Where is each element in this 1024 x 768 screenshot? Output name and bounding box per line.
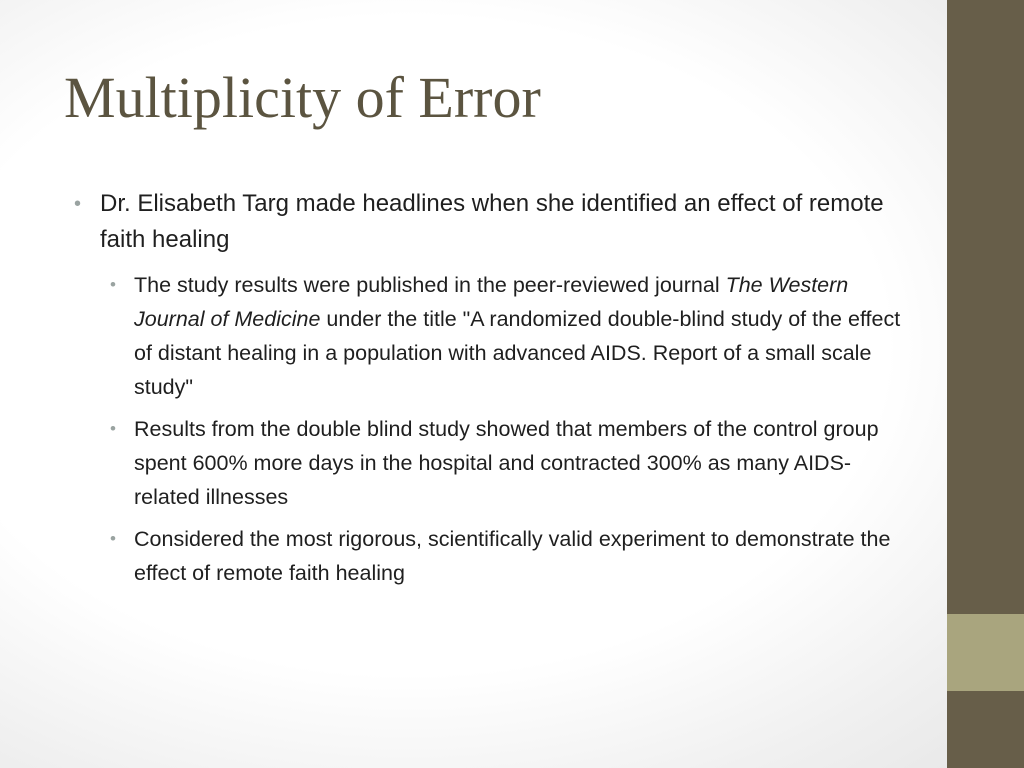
bullet-level2-rigor xyxy=(106,522,902,590)
bullet-text-after: under the title "A randomized double-blind study of the effect of distant healing in a population with advanced AIDS. Report of a small scale study" xyxy=(134,307,901,399)
bullet-dot-icon: • xyxy=(74,193,82,215)
bullet-text: Considered the most rigorous, scientifically valid experiment to demonstrate the effect of remote faith healing xyxy=(134,527,891,585)
slide-title: Multiplicity of Error xyxy=(64,65,541,130)
bullet-dot-icon: • xyxy=(110,419,116,438)
bullet-level1 xyxy=(72,186,902,258)
bullet-text: Dr. Elisabeth Targ made headlines when she identified an effect of remote faith healing xyxy=(100,190,884,253)
bullet-level2-publication xyxy=(106,268,902,404)
bullet-dot-icon: • xyxy=(110,529,116,548)
side-decor-accent xyxy=(947,614,1024,691)
journal-name: The Western Journal of Medicine xyxy=(134,273,849,331)
slide-body xyxy=(72,186,902,598)
bullet-dot-icon: • xyxy=(110,275,116,294)
bullet-level2-results xyxy=(106,412,902,514)
bullet-text-before: The study results were published in the peer-reviewed journal xyxy=(134,273,726,297)
bullet-text: Results from the double blind study showed that members of the control group spent 600% more days in the hospital and contracted 300% as many AIDS-related illnesses xyxy=(134,417,879,509)
